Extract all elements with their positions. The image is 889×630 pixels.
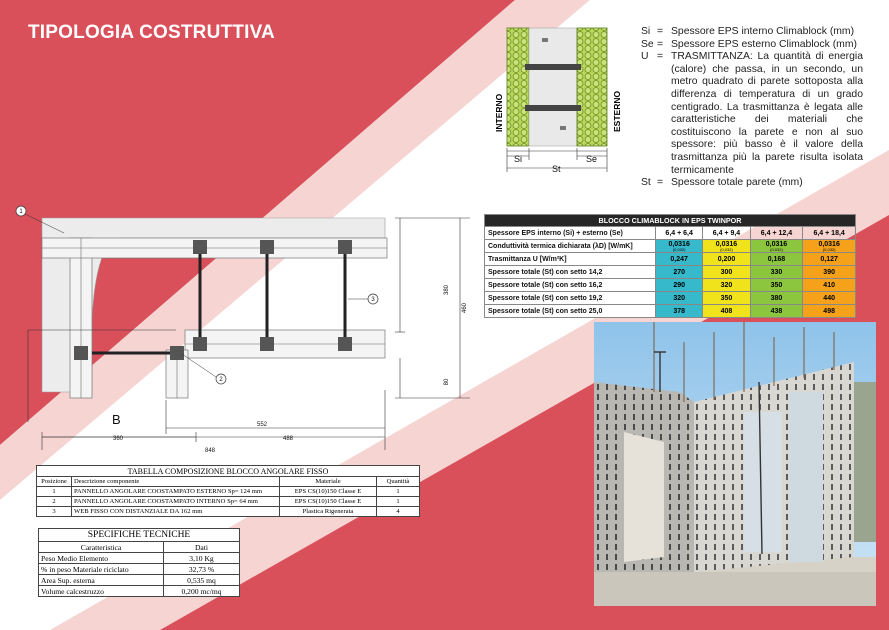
row-label: Spessore totale (St) con setto 19,2 xyxy=(485,292,656,305)
dim-460: 460 xyxy=(462,302,468,314)
table-cell: 408 xyxy=(703,305,750,318)
table-row xyxy=(37,497,420,507)
table-row xyxy=(39,564,240,575)
table-row xyxy=(485,240,856,253)
table-row xyxy=(39,575,240,586)
cell-note: (0,032) xyxy=(770,246,783,252)
cell-value: 0,0316 xyxy=(668,240,690,248)
table-row xyxy=(485,279,856,292)
table-cell: 1 xyxy=(377,497,420,507)
legend-row-st xyxy=(641,177,863,190)
table-cell: 270 xyxy=(656,266,703,279)
column-header: Descrizione componente xyxy=(72,477,280,487)
table-row xyxy=(485,292,856,305)
column-header: 6,4 + 12,4 xyxy=(750,227,803,240)
dim-488: 488 xyxy=(282,436,294,442)
table-cell: 1 xyxy=(37,487,72,497)
dim-360: 360 xyxy=(112,436,124,442)
cell-note: (0,032) xyxy=(822,246,836,252)
legend-eq: = xyxy=(657,51,664,63)
label-b: B xyxy=(112,412,121,427)
table-cell: Peso Medio Elemento xyxy=(39,553,164,564)
table-cell: 0,200 xyxy=(703,253,750,266)
page-title: TIPOLOGIA COSTRUTTIVA xyxy=(28,22,275,43)
table-cell: 3,10 Kg xyxy=(164,553,240,564)
table-cell: EPS CS(10)150 Classe E xyxy=(280,487,377,497)
column-header: 6,4 + 6,4 xyxy=(656,227,703,240)
table-cell: 378 xyxy=(656,305,703,318)
table-cell xyxy=(656,240,703,253)
table-cell: 390 xyxy=(803,266,856,279)
row-label: Spessore totale (St) con setto 14,2 xyxy=(485,266,656,279)
dim-552: 552 xyxy=(256,422,268,428)
wall-section-drawing xyxy=(480,24,630,174)
dim-380: 380 xyxy=(444,284,450,296)
construction-site-photo xyxy=(594,322,876,606)
dim-se: Se xyxy=(586,154,598,164)
column-header: Materiale xyxy=(280,477,377,487)
table-cell: Volume calcestruzzo xyxy=(39,586,164,597)
table-cell: PANNELLO ANGOLARE COOSTAMPATO INTERNO Sp= 64 mm xyxy=(72,497,280,507)
dim-si: Si xyxy=(514,154,523,164)
row-label: Spessore totale (St) con setto 25,0 xyxy=(485,305,656,318)
table-cell: 3 xyxy=(37,507,72,517)
table-cell: Plastica Rigenerata xyxy=(280,507,377,517)
table-cell xyxy=(750,240,803,253)
row-label: Trasmittanza U [W/m²K] xyxy=(485,253,656,266)
dim-st: St xyxy=(552,164,561,174)
table-row xyxy=(39,553,240,564)
table-cell: 2 xyxy=(37,497,72,507)
legend-row-se xyxy=(641,39,863,52)
table-cell: 0,168 xyxy=(750,253,803,266)
specs-table xyxy=(38,528,240,597)
climablock-table xyxy=(484,214,856,318)
table-cell: 320 xyxy=(656,292,703,305)
table-cell: 0,247 xyxy=(656,253,703,266)
table-cell: 0,535 mq xyxy=(164,575,240,586)
table-cell: 410 xyxy=(803,279,856,292)
callout-2: 2 xyxy=(219,377,223,383)
table-cell: 440 xyxy=(803,292,856,305)
cell-value: 0,0316 xyxy=(818,240,840,248)
cell-note: (0,032) xyxy=(720,246,733,252)
label-esterno: ESTERNO xyxy=(612,90,622,132)
cell-value: 0,0316 xyxy=(765,240,788,248)
table-cell: % in peso Materiale riciclato xyxy=(39,564,164,575)
table-cell: 330 xyxy=(750,266,803,279)
table-cell: PANNELLO ANGOLARE COOSTAMPATO ESTERNO Sp= 124 mm xyxy=(72,487,280,497)
table-cell: 0,127 xyxy=(803,253,856,266)
dim-80: 80 xyxy=(444,378,450,386)
legend-text: Spessore EPS esterno Climablock (mm) xyxy=(671,38,857,50)
callout-3: 3 xyxy=(371,297,375,303)
table-cell: 438 xyxy=(750,305,803,318)
column-header: Quantità xyxy=(377,477,420,487)
legend-key: U xyxy=(641,51,649,63)
legend-text: TRASMITTANZA: La quantità di energia (calore) che passa, in un secondo, un metro quadrato di parete sottoposta alla differenza di temperatura di un grado centigrado. La trasmittanza è legata alle caratteristiche dei materiali che costituiscono la parete e non al suo spessore: più basso è il valore della trasmittanza più la parete risulta isolata termicamente xyxy=(671,51,863,176)
component-table-title: TABELLA COMPOSIZIONE BLOCCO ANGOLARE FISSO xyxy=(37,466,420,477)
dim-848: 848 xyxy=(204,448,216,454)
table-cell: 4 xyxy=(377,507,420,517)
row-label: Spessore totale (St) con setto 16,2 xyxy=(485,279,656,292)
column-header: 6,4 + 9,4 xyxy=(703,227,750,240)
table-row xyxy=(485,253,856,266)
table-cell: 32,73 % xyxy=(164,564,240,575)
cell-value: 0,0316 xyxy=(715,240,738,248)
table-row xyxy=(37,507,420,517)
table-cell: Area Sup. esterna xyxy=(39,575,164,586)
legend-row-si xyxy=(641,26,863,39)
table-cell: WEB FISSO CON DISTANZIALE DA 162 mm xyxy=(72,507,280,517)
column-header: Caratteristica xyxy=(39,542,164,553)
label-interno: INTERNO xyxy=(494,93,504,132)
table-cell: 380 xyxy=(750,292,803,305)
specs-table-title: SPECIFICHE TECNICHE xyxy=(39,529,240,542)
plan-drawing xyxy=(0,200,480,462)
table-row xyxy=(39,586,240,597)
table-cell xyxy=(703,240,750,253)
legend-eq: = xyxy=(657,177,664,189)
legend-row-u xyxy=(641,51,863,177)
legend-text: Spessore totale parete (mm) xyxy=(671,177,803,189)
column-header: 6,4 + 18,4 xyxy=(803,227,856,240)
table-cell xyxy=(803,240,856,253)
table-row xyxy=(485,266,856,279)
callout-1: 1 xyxy=(19,209,23,215)
table-cell: 350 xyxy=(750,279,803,292)
column-header: Posizione xyxy=(37,477,72,487)
table-cell: 290 xyxy=(656,279,703,292)
table-row xyxy=(37,487,420,497)
legend-key: Si xyxy=(641,26,651,37)
table-cell: 0,200 mc/mq xyxy=(164,586,240,597)
table-header-label: Spessore EPS interno (Si) + esterno (Se) xyxy=(485,227,656,240)
legend-eq: = xyxy=(657,26,664,37)
cell-note: (0,032) xyxy=(672,246,686,252)
table-cell: 300 xyxy=(703,266,750,279)
legend-text: Spessore EPS interno Climablock (mm) xyxy=(671,26,855,37)
table-cell: 1 xyxy=(377,487,420,497)
table-cell: 320 xyxy=(703,279,750,292)
row-label: Conduttività termica dichiarata (λD) [W/mK] xyxy=(485,240,656,253)
climablock-table-title: BLOCCO CLIMABLOCK IN EPS TWINPOR xyxy=(485,215,856,227)
table-cell: EPS CS(10)150 Classe E xyxy=(280,497,377,507)
legend xyxy=(641,26,863,190)
component-table xyxy=(36,465,420,517)
legend-key: Se xyxy=(641,38,654,50)
table-cell: 498 xyxy=(803,305,856,318)
table-row xyxy=(485,305,856,318)
legend-key: St xyxy=(641,177,651,189)
column-header: Dati xyxy=(164,542,240,553)
legend-eq: = xyxy=(657,38,664,50)
table-cell: 350 xyxy=(703,292,750,305)
